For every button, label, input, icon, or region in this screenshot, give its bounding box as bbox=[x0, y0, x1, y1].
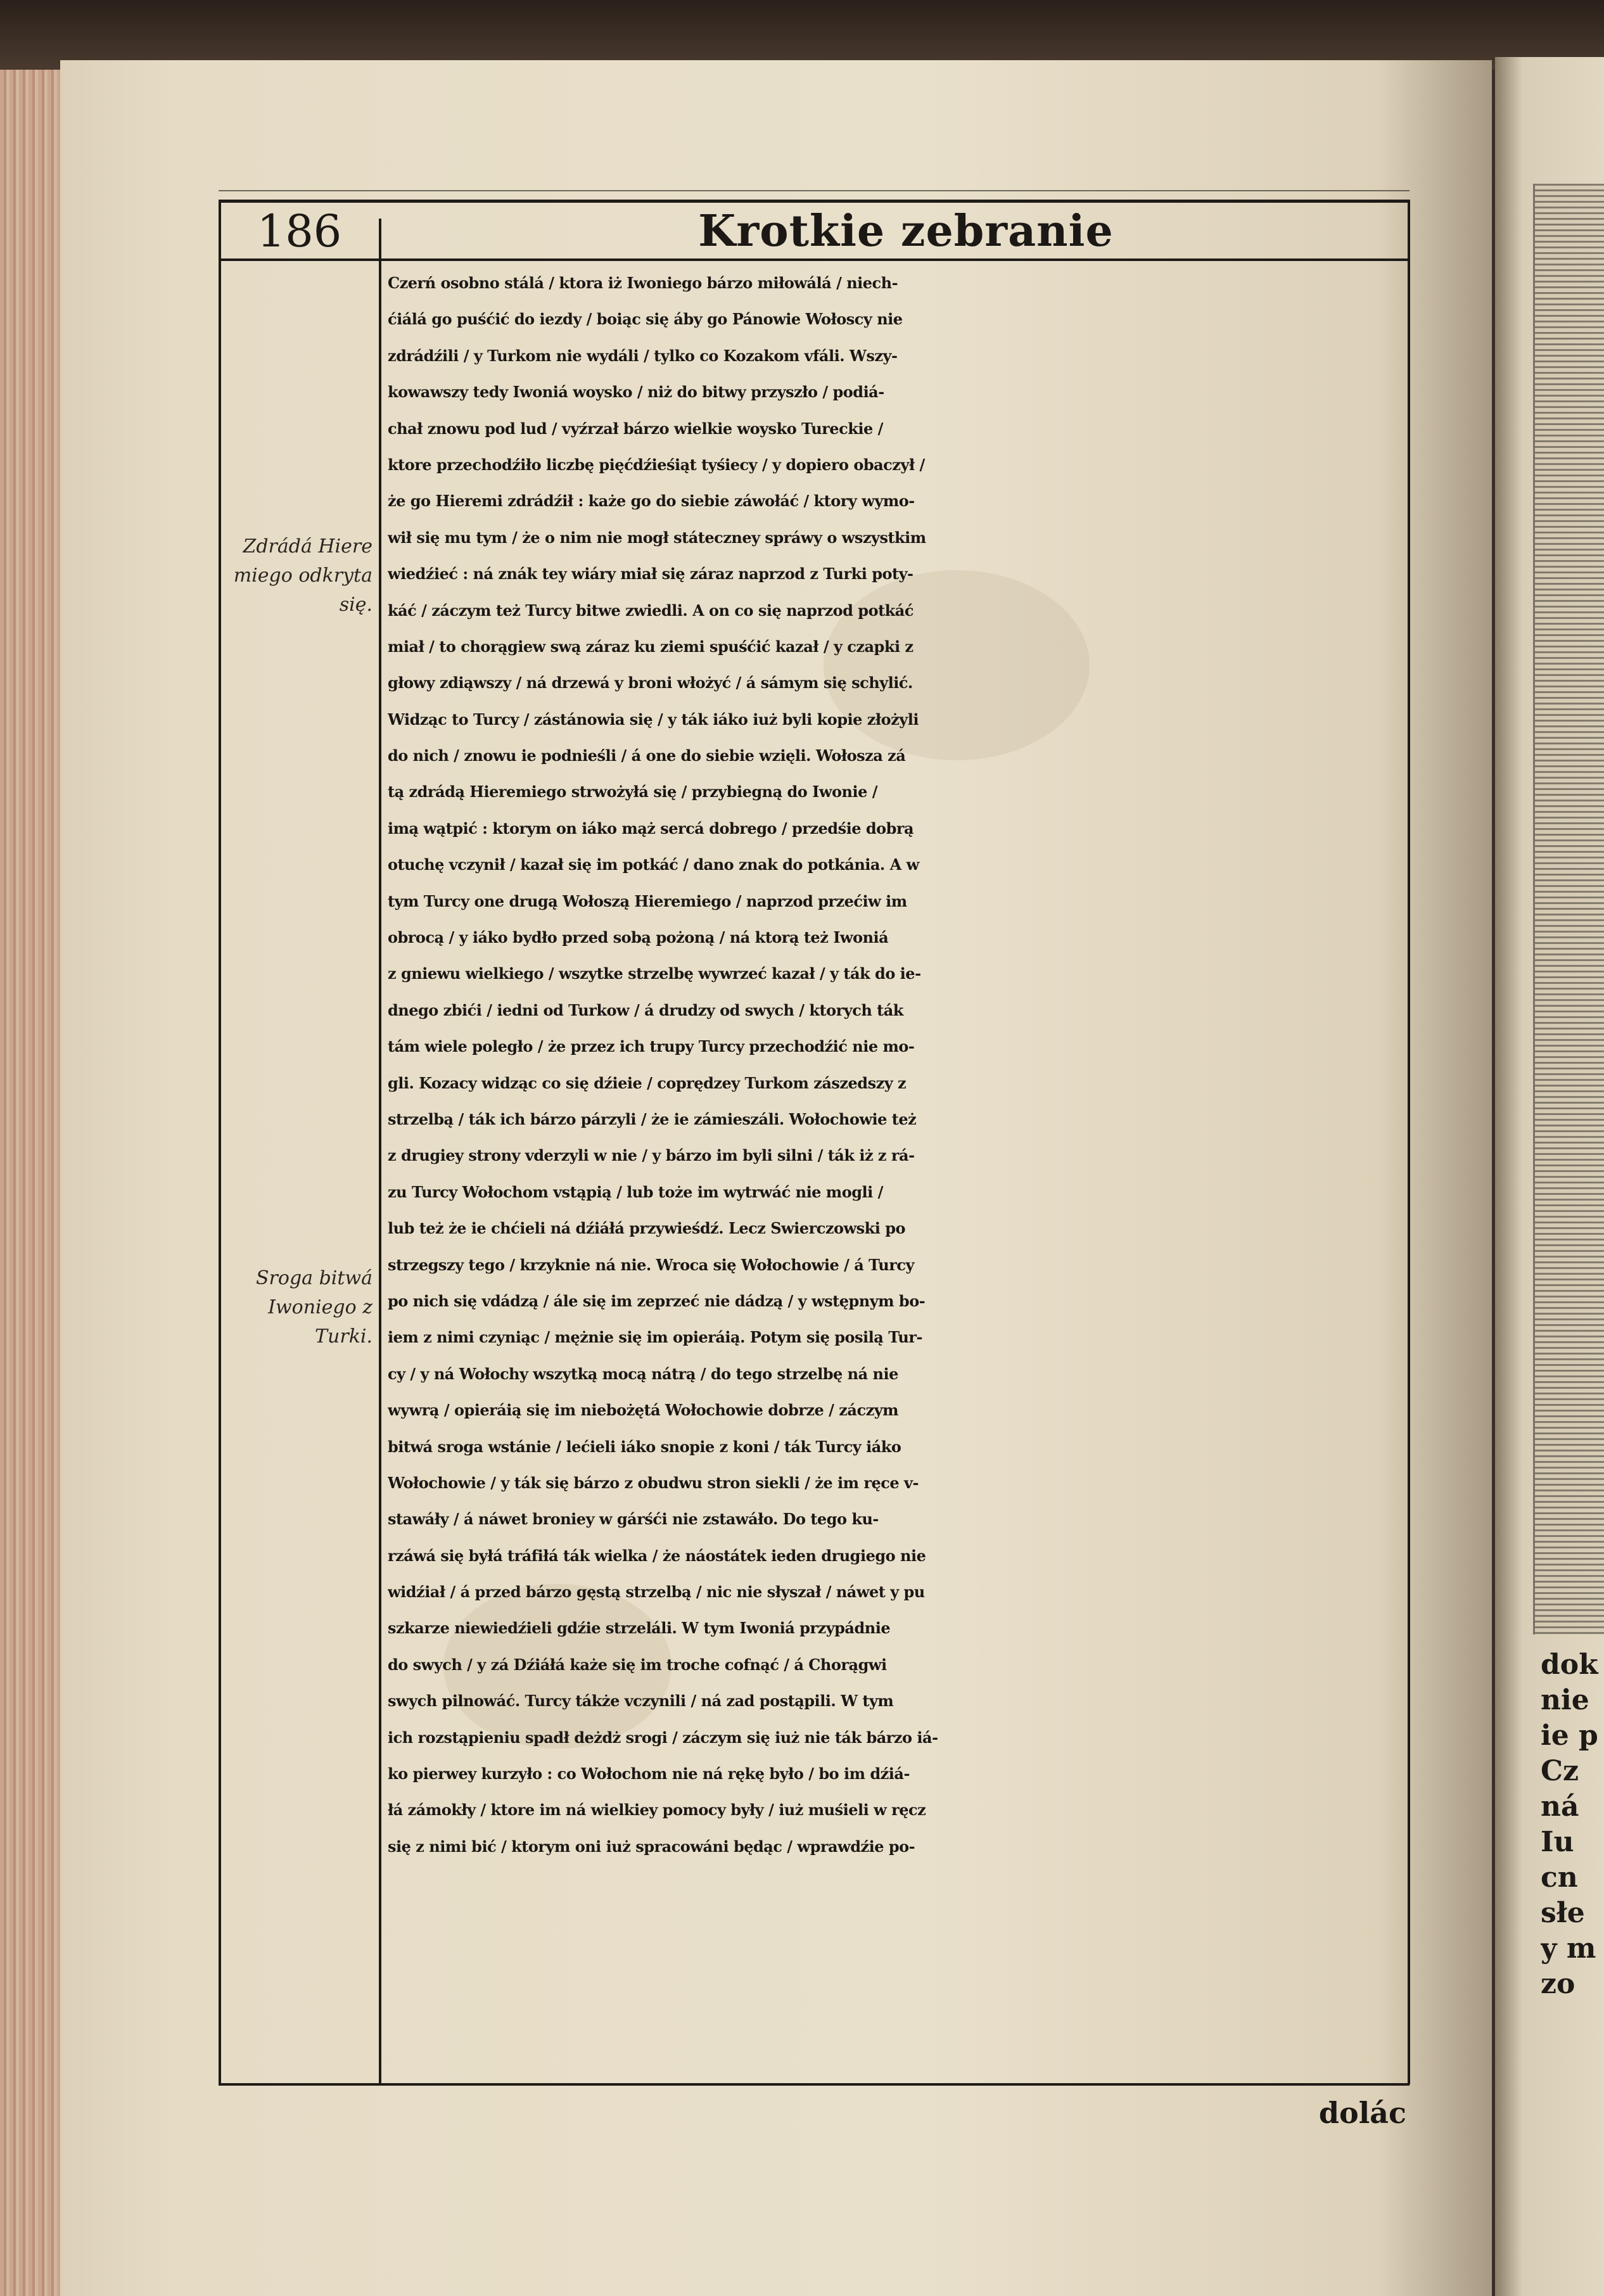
marginal-note bbox=[209, 1264, 372, 1351]
facing-page-fragment: dok bbox=[1541, 1649, 1598, 1681]
text-line: z drugiey strony vderzyli w nie / y bárzo im byli silni / ták iż z rá- bbox=[388, 1146, 915, 1165]
text-line: ich rozstąpieniu spadł deżdż srogi / záczym się iuż nie ták bárzo iá- bbox=[388, 1728, 938, 1747]
text-line: bitwá sroga wstánie / lećieli iáko snopie z koni / ták Turcy iáko bbox=[388, 1437, 901, 1456]
frame-rule-right bbox=[1408, 200, 1410, 2084]
running-head: Krotkie zebranie bbox=[698, 206, 1114, 257]
marginal-note-line: Iwoniego z bbox=[268, 1296, 372, 1318]
text-line: że go Hieremi zdrádźił : każe go do siebie záwołáć / ktory wymo- bbox=[388, 492, 915, 511]
text-line: káć / záczym też Turcy bitwe zwiedli. A on co się naprzod potkáć bbox=[388, 601, 913, 620]
text-line: iem z nimi czyniąc / mężnie się im opieráią. Potym się posilą Tur- bbox=[388, 1328, 922, 1347]
text-line: wił się mu tym / że o nim nie mogł státeczney spráwy o wszystkim bbox=[388, 528, 926, 547]
text-line: kowawszy tedy Iwoniá woysko / niż do bitwy przyszło / podiá- bbox=[388, 383, 884, 402]
marginal-note-line: się. bbox=[339, 594, 372, 616]
facing-page-fragment: nie bbox=[1541, 1684, 1589, 1716]
text-line: strzelbą / ták ich bárzo párzyli / że ie zámieszáli. Wołochowie też bbox=[388, 1109, 917, 1128]
text-line: ko pierwey kurzyło : co Wołochom nie ná rękę było / bo im dźiá- bbox=[388, 1764, 910, 1783]
text-line: lub też że ie chćieli ná dźiáłá przywieśdź. Lecz Swierczowski po bbox=[388, 1219, 906, 1238]
text-line: imą wątpić : ktorym on iáko mąż sercá dobrego / przedśie dobrą bbox=[388, 819, 914, 838]
text-line: zdrádźili / y Turkom nie wydáli / tylko co Kozakom vfáli. Wszy- bbox=[388, 346, 898, 365]
text-line: Czerń osobno stálá / ktora iż Iwoniego bárzo miłowálá / niech- bbox=[388, 274, 898, 292]
text-line: Widząc to Turcy / zástánowia się / y ták iáko iuż byli kopie złożyli bbox=[388, 710, 919, 729]
facing-page-woodcut bbox=[1533, 184, 1604, 1635]
text-line: tym Turcy one drugą Wołoszą Hieremiego / naprzod przećiw im bbox=[388, 891, 907, 910]
text-line: Wołochowie / y ták się bárzo z obudwu stron siekli / że im ręce v- bbox=[388, 1473, 919, 1492]
facing-page-fragment: ná bbox=[1541, 1790, 1579, 1823]
marginal-note bbox=[209, 532, 372, 620]
frame-rule-header bbox=[219, 258, 1410, 261]
facing-page-text bbox=[1541, 1647, 1604, 2091]
main-text-block bbox=[388, 265, 1404, 1865]
facing-page-fragment: cn bbox=[1541, 1861, 1578, 1894]
frame-rule-top bbox=[219, 200, 1410, 203]
text-line: stawáły / á náwet broniey w gárśći nie zstawáło. Do tego ku- bbox=[388, 1510, 879, 1529]
frame-rule-top-thin bbox=[219, 190, 1410, 191]
text-line: rzáwá się byłá tráfiłá ták wielka / że náostátek ieden drugiego nie bbox=[388, 1546, 926, 1565]
text-line: szkarze niewiedźieli gdźie strzeláli. W tym Iwoniá przypádnie bbox=[388, 1619, 891, 1638]
text-line: do swych / y zá Dźiáłá każe się im troche cofnąć / á Chorągwi bbox=[388, 1655, 887, 1674]
facing-page-fragment: zo bbox=[1541, 1968, 1575, 2000]
text-line: widźiał / á przed bárzo gęstą strzelbą / nic nie słyszał / náwet y pu bbox=[388, 1583, 925, 1602]
text-line: tą zdrádą Hieremiego strwożyłá się / przybiegną do Iwonie / bbox=[388, 782, 877, 801]
text-line: łá zámokły / ktore im ná wielkiey pomocy były / iuż muśieli w ręcz bbox=[388, 1801, 926, 1820]
catchword: dolác bbox=[1318, 2096, 1406, 2130]
text-line: z gniewu wielkiego / wszytke strzelbę wywrzeć kazał / y ták do ie- bbox=[388, 964, 921, 983]
text-line: miał / to chorągiew swą záraz ku ziemi spuśćić kazał / y czapki z bbox=[388, 637, 913, 656]
text-line: dnego zbići / iedni od Turkow / á drudzy od swych / ktorych ták bbox=[388, 1000, 903, 1019]
facing-page-fragment: Iu bbox=[1541, 1826, 1574, 1858]
text-line: zu Turcy Wołochom vstąpią / lub tożе im wytrwáć nie mogli / bbox=[388, 1182, 883, 1201]
frame-rule-margin bbox=[379, 219, 381, 2084]
text-line: ćiálá go puśćić do iezdy / boiąc się áby go Pánowie Wołoscy nie bbox=[388, 310, 903, 329]
facing-page-fragment: słe bbox=[1541, 1897, 1585, 1929]
text-line: do nich / znowu ie podnieśli / á one do siebie wzięli. Wołosza zá bbox=[388, 746, 906, 765]
text-line: się z nimi bić / ktorym oni iuż spracowáni będąc / wprawdźie po- bbox=[388, 1837, 915, 1856]
text-line: po nich się vdádzą / ále się im zeprzeć nie dádzą / y wstępnym bo- bbox=[388, 1291, 926, 1310]
text-line: otuchę vczynił / kazał się im potkáć / dano znak do potkánia. A w bbox=[388, 855, 919, 874]
frame-rule-bottom bbox=[219, 2083, 1410, 2086]
text-line: wiedźieć : ná znák tey wiáry miał się záraz naprzod z Turki poty- bbox=[388, 564, 913, 584]
text-line: swych pilnowáć. Turcy tákże vczynili / ná zad postąpili. W tym bbox=[388, 1692, 894, 1711]
text-line: tám wiele poległo / że przez ich trupy Turcy przechodźić nie mo- bbox=[388, 1037, 915, 1056]
facing-page-fragment: y m bbox=[1541, 1932, 1596, 1965]
marginal-note-line: Zdrádá Hiere bbox=[243, 535, 372, 558]
book-cover-top bbox=[0, 0, 1604, 70]
text-line: ktore przechodźiło liczbę pięćdźieśiąt tyśiecy / y dopiero obaczył / bbox=[388, 455, 925, 474]
frame-rule-left bbox=[219, 200, 221, 2084]
text-line: wywrą / opieráią się im niebożętá Wołochowie dobrze / záczym bbox=[388, 1401, 899, 1420]
facing-page-fragment: ie p bbox=[1541, 1719, 1598, 1752]
page-number: 186 bbox=[257, 205, 342, 257]
page-edges bbox=[0, 70, 60, 2296]
marginal-note-line: Turki. bbox=[315, 1325, 372, 1348]
facing-page-fragment: Cz bbox=[1541, 1755, 1579, 1787]
text-line: obrocą / y iáko bydło przed sobą pożoną / ná ktorą też Iwoniá bbox=[388, 928, 889, 947]
text-line: strzegszy tego / krzyknie ná nie. Wroca się Wołochowie / á Turcy bbox=[388, 1255, 914, 1274]
text-line: chał znowu pod lud / vyźrzał bárzo wielkie woysko Tureckie / bbox=[388, 419, 883, 438]
marginal-note-line: Sroga bitwá bbox=[256, 1267, 372, 1289]
text-line: głowy zdiąwszy / ná drzewá y broni włożyć / á sámym się schylić. bbox=[388, 673, 913, 692]
text-line: cy / y ná Wołochy wszytką mocą nátrą / do tego strzelbę ná nie bbox=[388, 1364, 898, 1383]
text-line: gli. Kozacy widząc co się dźieie / coprędzey Turkom zászedszy z bbox=[388, 1073, 907, 1092]
marginal-note-line: miego odkryta bbox=[233, 564, 372, 587]
